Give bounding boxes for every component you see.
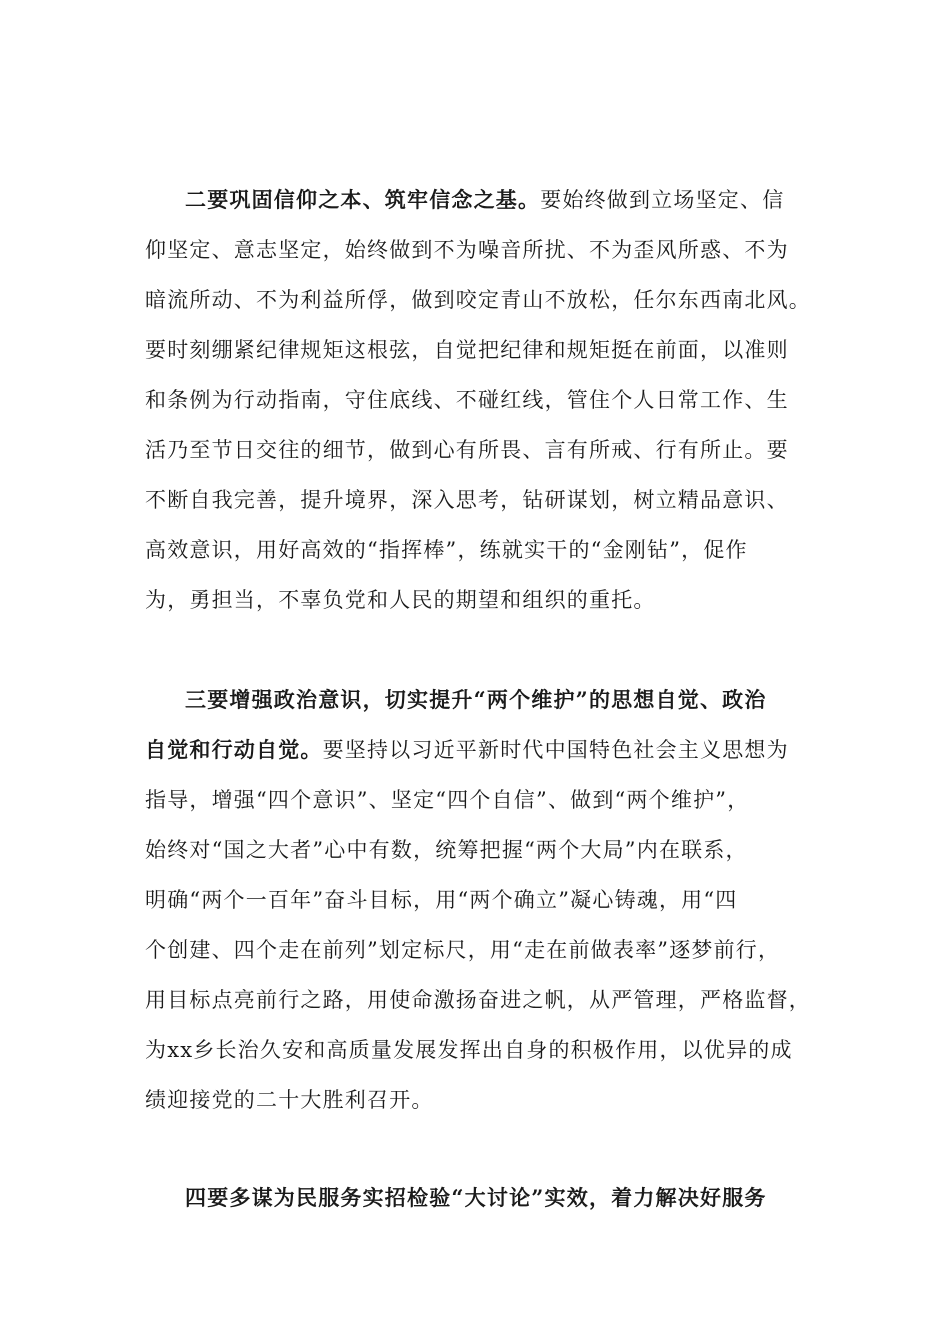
heading-text: 自觉和行动自觉。 (145, 737, 323, 762)
text-line: 个创建、四个走在前列”划定标尺，用“走在前做表率”逐梦前行， (145, 938, 781, 962)
paragraph-4 (145, 1173, 825, 1223)
text-line (145, 175, 825, 225)
text-line: 活乃至节日交往的细节，做到心有所畏、言有所戒、行有所止。要 (145, 438, 789, 462)
text-line (145, 1173, 825, 1223)
paragraph-3 (145, 675, 825, 1125)
heading-text: 二要巩固信仰之本、筑牢信念之基。 (185, 187, 541, 212)
text-line: 为xx乡长治久安和高质量发展发挥出自身的积极作用，以优异的成 (145, 1038, 793, 1062)
text-line: 要时刻绷紧纪律规矩这根弦，自觉把纪律和规矩挺在前面，以准则 (145, 338, 789, 362)
text-line (145, 725, 825, 775)
text-line: 绩迎接党的二十大胜利召开。 (145, 1088, 434, 1112)
text-line: 不断自我完善，提升境界，深入思考，钻研谋划，树立精品意识、 (145, 488, 789, 512)
text-line: 暗流所动、不为利益所俘，做到咬定青山不放松，任尔东西南北风。 (145, 288, 811, 312)
heading-text: 三要增强政治意识，切实提升“两个维护”的思想自觉、政治 (185, 687, 767, 712)
text-line: 明确“两个一百年”奋斗目标，用“两个确立”凝心铸魂，用“四 (145, 888, 738, 912)
paragraph-2 (145, 175, 825, 625)
heading-text: 四要多谋为民服务实招检验“大讨论”实效，着力解决好服务 (185, 1185, 767, 1210)
text-line: 用目标点亮前行之路，用使命激扬奋进之帆，从严管理，严格监督， (145, 988, 811, 1012)
text-line: 为，勇担当，不辜负党和人民的期望和组织的重托。 (145, 588, 656, 612)
text-line: 仰坚定、意志坚定，始终做到不为噪音所扰、不为歪风所惑、不为 (145, 238, 789, 262)
text-line (145, 675, 825, 725)
text-line: 始终对“国之大者”心中有数，统筹把握“两个大局”内在联系， (145, 838, 748, 862)
text-line: 和条例为行动指南，守住底线、不碰红线，管住个人日常工作、生 (145, 388, 789, 412)
body-text: 要始终做到立场坚定、信 (540, 188, 785, 212)
text-line: 指导，增强“四个意识”、坚定“四个自信”、做到“两个维护”， (145, 788, 750, 812)
text-line: 高效意识，用好高效的“指挥棒”，练就实干的“金刚钻”，促作 (145, 538, 748, 562)
body-text: 要坚持以习近平新时代中国特色社会主义思想为 (322, 738, 789, 762)
